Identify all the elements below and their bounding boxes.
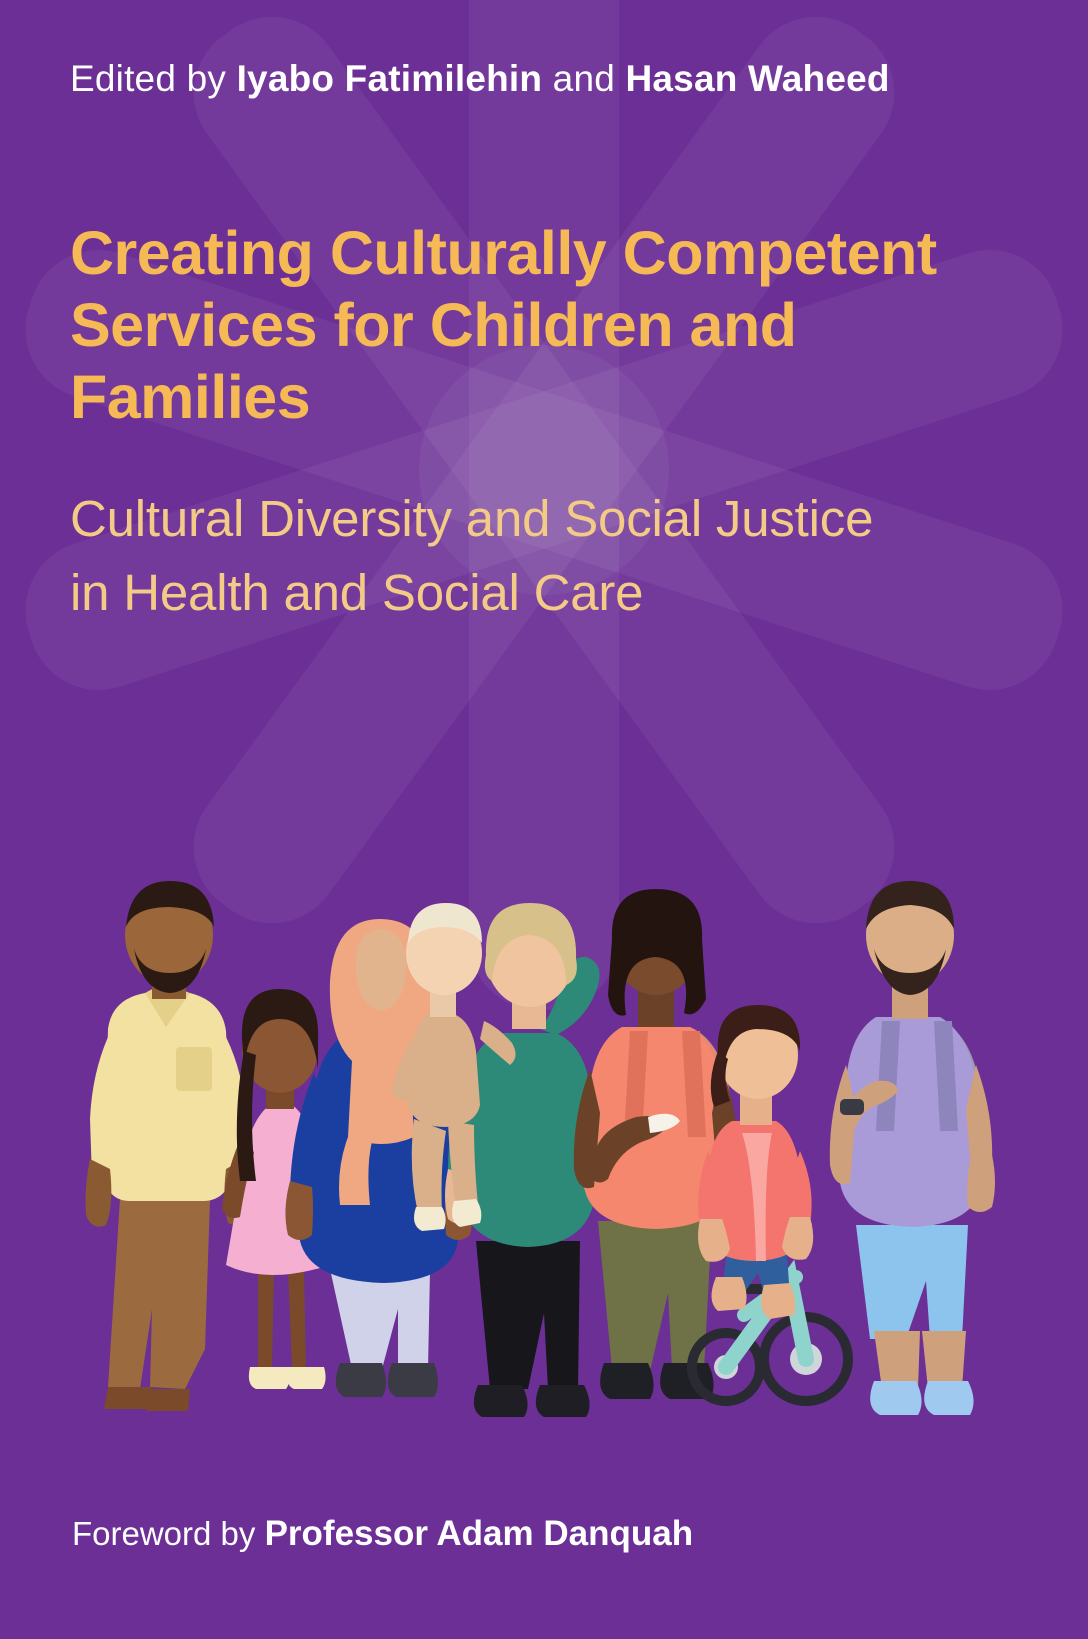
editors-prefix: Edited by — [70, 58, 237, 99]
editor-name-two: Hasan Waheed — [625, 58, 890, 99]
foreword-prefix: Foreword by — [72, 1515, 265, 1552]
figure-child-bike — [692, 1005, 848, 1401]
figure-man-yellow — [86, 881, 249, 1411]
cover-illustration — [0, 869, 1088, 1489]
figure-man-lilac — [830, 881, 995, 1415]
book-subtitle: Cultural Diversity and Social Justice in Health and Social Care — [70, 490, 874, 621]
foreword-line — [72, 1513, 693, 1555]
foreword-author: Professor Adam Danquah — [264, 1514, 694, 1553]
book-title: Creating Culturally Competent Services for Children and Families — [70, 219, 937, 431]
editor-name-one: Iyabo Fatimilehin — [236, 58, 543, 99]
editors-conjunction: and — [542, 58, 626, 99]
editors-line — [70, 58, 1028, 101]
